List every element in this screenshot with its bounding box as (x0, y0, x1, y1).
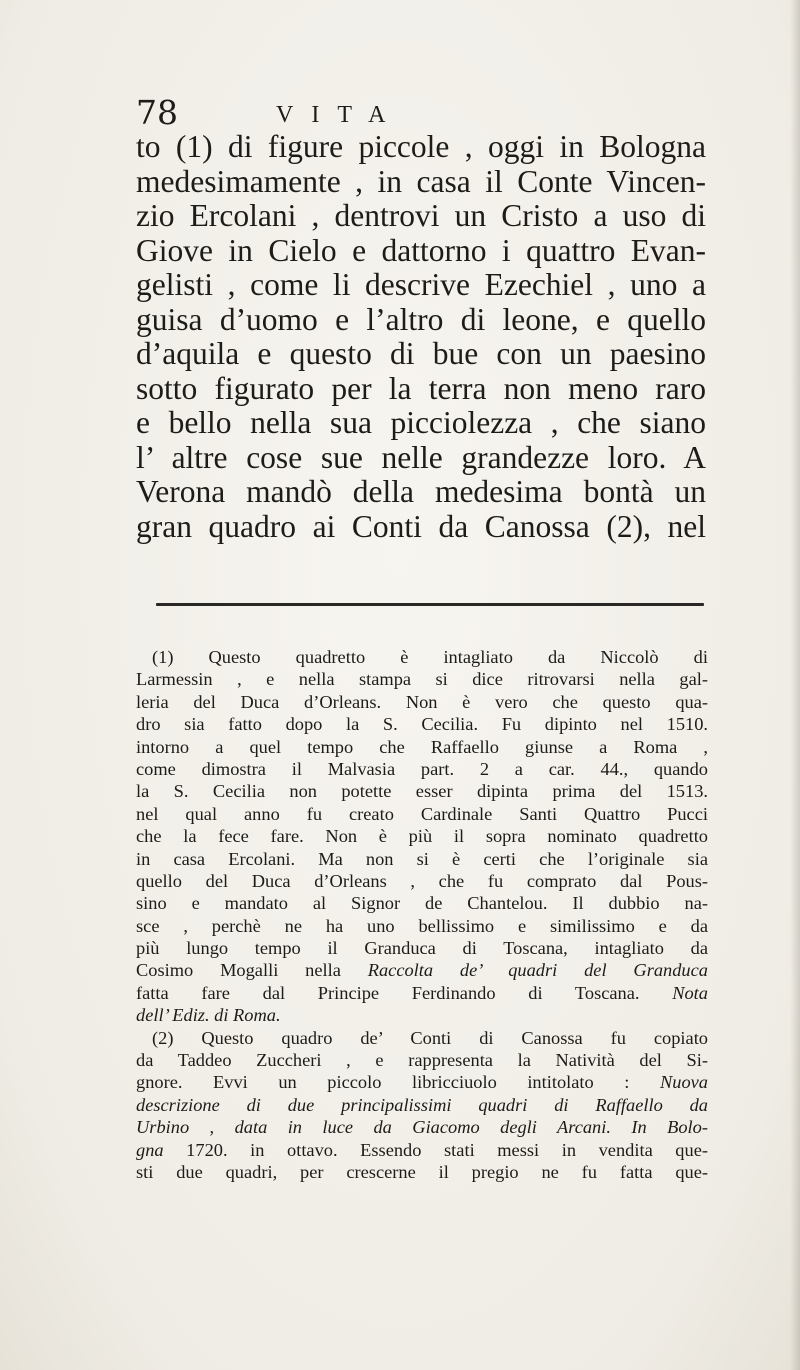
footnote-line (136, 1139, 708, 1161)
footnote-line: Urbino , data in luce da Giacomo degli Arcani. In Bolo- (136, 1117, 708, 1138)
main-text (136, 130, 706, 544)
footnote-line: quello del Duca d’Orleans , che fu comprato dal Pous- (136, 870, 708, 891)
text-line: Giove in Cielo e dattorno i quattro Evan- (136, 232, 706, 268)
running-head: VITA (276, 102, 404, 128)
footnote-line: sce , perchè ne ha uno bellissimo e similissimo e da (136, 915, 708, 936)
footnote-italic-nuova: Nuova (659, 1072, 708, 1093)
footnote-line: Larmessin , e nella stampa si dice ritrovarsi nella gal- (136, 669, 708, 690)
footnote-italic-gna: gna (136, 1139, 164, 1160)
footnote-line: sti due quadri, per crescerne il pregio ne fu fatta que- (136, 1161, 708, 1182)
footnote-italic-nota: Nota (672, 982, 708, 1003)
footnote-italic-title: Raccolta de’ quadri del Granduca (367, 960, 708, 981)
footnote-line (136, 1071, 708, 1093)
text-line: medesimamente , in casa il Conte Vincen- (136, 163, 706, 199)
page-header (136, 93, 696, 133)
footnote-text: gnore. Evvi un piccolo libricciuolo intitolato : (136, 1072, 630, 1093)
text-line: sotto figurato per la terra non meno raro (136, 370, 706, 406)
text-line: gelisti , come li descrive Ezechiel , uno a (136, 267, 706, 302)
text-line: guisa d’uomo e l’altro di leone, e quello (136, 301, 706, 337)
footnotes (136, 646, 708, 1183)
footnote-line: leria del Duca d’Orleans. Non è vero che questo qua- (136, 691, 708, 712)
footnote-line: dell’ Ediz. di Roma. (136, 1005, 281, 1026)
footnote-line: intorno a quel tempo che Raffaello giunse a Roma , (136, 736, 708, 757)
footnote-text: fatta fare dal Principe Ferdinando di Toscana. (136, 982, 640, 1003)
footnote-line: nel qual anno fu creato Cardinale Santi Quattro Pucci (136, 803, 708, 824)
text-line: l’ altre cose sue nelle grandezze loro. A (136, 439, 706, 475)
footnote-line: da Taddeo Zuccheri , e rappresenta la Natività del Si- (136, 1050, 708, 1071)
footnote-text: Cosimo Mogalli nella (136, 960, 341, 981)
footnote-line: in casa Ercolani. Ma non si è certi che l’originale sia (136, 848, 708, 869)
footnote-line: che la fece fare. Non è più il sopra nominato quadretto (136, 826, 708, 847)
footnote-line (136, 982, 708, 1004)
text-line: gran quadro ai Conti da Canossa (2), nel (136, 508, 706, 544)
footnote-line: la S. Cecilia non potette esser dipinta prima del 1513. (136, 781, 708, 802)
footnote-line: come dimostra il Malvasia part. 2 a car. 44., quando (136, 758, 708, 779)
footnote-line: sino e mandato al Signor de Chantelou. Il dubbio na- (136, 893, 708, 914)
page-number: 78 (136, 93, 178, 132)
text-line: zio Ercolani , dentrovi un Cristo a uso di (136, 198, 706, 233)
text-line: d’aquila e questo di bue con un paesino (136, 336, 706, 371)
footnote-line: (2) Questo quadro de’ Conti di Canossa fu copiato (152, 1027, 708, 1048)
footnote-line: più lungo tempo il Granduca di Toscana, intagliato da (136, 938, 708, 959)
footnote-separator-rule (156, 603, 704, 606)
footnote-line: dro sia fatto dopo la S. Cecilia. Fu dipinto nel 1510. (136, 714, 708, 735)
text-line: Verona mandò della medesima bontà un (136, 474, 706, 509)
page-edge-shadow (790, 0, 800, 1370)
footnote-line: (1) Questo quadretto è intagliato da Niccolò di (152, 647, 708, 667)
text-line: e bello nella sua picciolezza , che siano (136, 405, 706, 440)
footnote-line: descrizione di due principalissimi quadri di Raffaello da (136, 1094, 708, 1115)
footnote-text: 1720. in ottavo. Essendo stati messi in vendita que- (186, 1139, 708, 1160)
text-line: to (1) di figure piccole , oggi in Bologna (136, 129, 706, 164)
footnote-line (136, 959, 708, 981)
